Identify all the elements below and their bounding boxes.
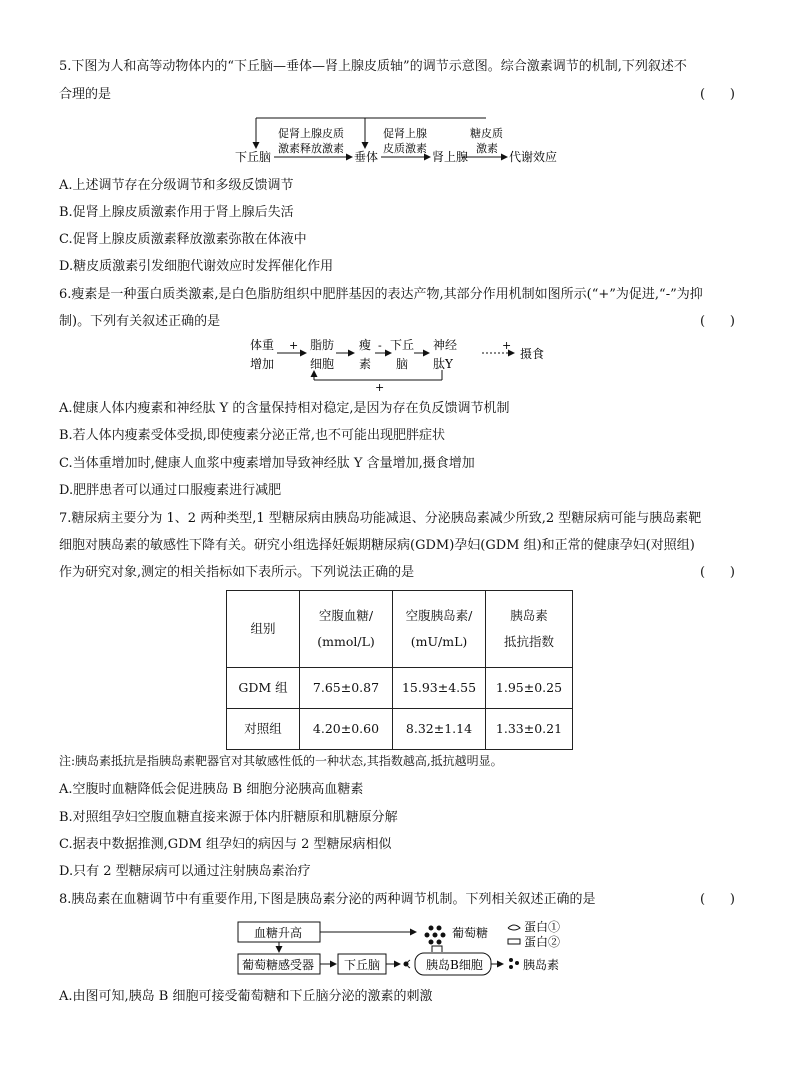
q8-beta-cell-label: 胰岛B细胞 — [426, 958, 483, 972]
q8-hypothalamus-label: 下丘脑 — [344, 958, 381, 972]
q5-hpa-axis-diagram — [0, 116, 794, 176]
q7-table-note: 注:胰岛素抵抗是指胰岛素靶器官对其敏感性低的一种状态,其指数越高,抵抗越明显。 — [59, 754, 503, 768]
q8-receptor-label: 葡萄糖感受器 — [242, 958, 315, 972]
q5-option-d: D.糖皮质激素引发细胞代谢效应时发挥催化作用 — [59, 259, 334, 274]
q6-option-d: D.肥胖患者可以通过口服瘦素进行减肥 — [59, 483, 282, 498]
q5-stem-line2: 合理的是 — [59, 87, 112, 102]
q8-answer-paren: ( ) — [700, 892, 735, 907]
q6-option-a: A.健康人体内瘦素和神经肽 Y 的含量保持相对稳定,是因为存在负反馈调节机制 — [59, 401, 510, 416]
header-resistance-line2: 抵抗指数 — [503, 634, 554, 649]
q8-protein2-label: 蛋白② — [524, 935, 561, 949]
header-fasting-insulin — [393, 591, 486, 668]
q6-hypo-label-2: 脑 — [396, 357, 409, 371]
q5-option-a: A.上述调节存在分级调节和多级反馈调节 — [59, 178, 294, 193]
q6-leptin-label-1: 瘦 — [359, 338, 372, 352]
header-fasting-insulin-line2: (mU/mL) — [410, 634, 468, 649]
q6-hypo-label-1: 下丘 — [390, 338, 415, 352]
q5-stem-line1: 5.下图为人和高等动物体内的“下丘脑—垂体—肾上腺皮质轴”的调节示意图。综合激素调节的机制,下列叙述不 — [59, 59, 687, 74]
q8-glucose-label: 葡萄糖 — [452, 926, 489, 940]
q6-answer-paren: ( ) — [700, 314, 735, 329]
q5-acth-label-2: 皮质激素 — [383, 142, 427, 155]
q5-hypothalamus-label: 下丘脑 — [235, 150, 272, 164]
q8-insulin-label: 胰岛素 — [523, 958, 560, 972]
row-resistance: 1.95±0.25 — [486, 668, 573, 709]
q7-option-c: C.据表中数据推测,GDM 组孕妇的病因与 2 型糖尿病相似 — [59, 837, 392, 852]
q6-leptin-mechanism-diagram — [0, 336, 794, 392]
header-resistance-line1: 胰岛素 — [510, 608, 548, 623]
row-insulin: 8.32±1.14 — [393, 709, 486, 750]
q5-pituitary-label: 垂体 — [354, 150, 379, 164]
q8-option-a: A.由图可知,胰岛 B 细胞可接受葡萄糖和下丘脑分泌的激素的刺激 — [59, 989, 433, 1004]
q7-stem-line1: 7.糖尿病主要分为 1、2 两种类型,1 型糖尿病由胰岛功能减退、分泌胰岛素减少所致,2 型糖尿病可能与胰岛素靶 — [59, 511, 702, 526]
table-header-row — [227, 591, 573, 668]
row-group: 对照组 — [227, 709, 300, 750]
q5-option-b: B.促肾上腺皮质激素作用于肾上腺后失活 — [59, 205, 294, 220]
row-resistance: 1.33±0.21 — [486, 709, 573, 750]
q6-stem-line2: 制)。下列有关叙述正确的是 — [59, 314, 221, 329]
q5-crh-label-2: 激素释放激素 — [278, 142, 344, 155]
q6-stem-line1: 6.瘦素是一种蛋白质类激素,是白色脂肪组织中肥胖基因的表达产物,其部分作用机制如图所示(“+”为促进,“-”为抑 — [59, 287, 703, 302]
q5-crh-label-1: 促肾上腺皮质 — [278, 127, 344, 140]
header-fasting-glucose-line2: (mmol/L) — [317, 634, 375, 649]
q5-answer-paren: ( ) — [700, 87, 735, 102]
row-insulin: 15.93±4.55 — [393, 668, 486, 709]
q7-option-b: B.对照组孕妇空腹血糖直接来源于体内肝糖原和肌糖原分解 — [59, 810, 398, 825]
q6-leptin-label-2: 素 — [359, 357, 372, 371]
q7-answer-paren: ( ) — [700, 565, 735, 580]
q6-option-c: C.当体重增加时,健康人血浆中瘦素增加导致神经肽 Y 含量增加,摄食增加 — [59, 456, 475, 471]
q7-stem-line2: 细胞对胰岛素的敏感性下降有关。研究小组选择妊娠期糖尿病(GDM)孕妇(GDM 组)和正常的健康孕妇(对照组) — [59, 538, 695, 553]
row-group: GDM 组 — [227, 668, 300, 709]
q5-effect-label: 代谢效应 — [509, 150, 558, 164]
q6-eating-label: 摄食 — [520, 347, 545, 361]
row-glucose: 7.65±0.87 — [300, 668, 393, 709]
header-resistance-index — [486, 591, 573, 668]
q8-high-glucose-label: 血糖升高 — [254, 926, 303, 940]
q6-weight-label-2: 增加 — [250, 357, 275, 371]
q8-insulin-regulation-diagram — [0, 918, 794, 980]
q7-option-a: A.空腹时血糖降低会促进胰岛 B 细胞分泌胰高血糖素 — [59, 782, 364, 797]
header-fasting-glucose — [300, 591, 393, 668]
q6-fat-label-2: 细胞 — [310, 357, 335, 371]
q7-stem-line3: 作为研究对象,测定的相关指标如下表所示。下列说法正确的是 — [59, 565, 415, 580]
q7-data-table — [226, 590, 573, 750]
q6-plus-1: + — [289, 339, 299, 352]
q8-stem: 8.胰岛素在血糖调节中有重要作用,下图是胰岛素分泌的两种调节机制。下列相关叙述正确的是 — [59, 892, 596, 907]
q6-option-b: B.若人体内瘦素受体受损,即使瘦素分泌正常,也不可能出现肥胖症状 — [59, 428, 445, 443]
q6-fat-label-1: 脂肪 — [310, 338, 335, 352]
row-glucose: 4.20±0.60 — [300, 709, 393, 750]
q7-option-d: D.只有 2 型糖尿病可以通过注射胰岛素治疗 — [59, 864, 311, 879]
header-fasting-glucose-line1: 空腹血糖/ — [318, 608, 374, 623]
q6-npy-label-1: 神经 — [433, 338, 458, 352]
q6-npy-label-2: 肽Y — [433, 357, 453, 371]
q5-option-c: C.促肾上腺皮质激素释放激素弥散在体液中 — [59, 232, 307, 247]
q6-plus-3: + — [375, 381, 385, 392]
header-group: 组别 — [227, 591, 300, 668]
q6-plus-2: + — [502, 339, 512, 352]
q8-protein1-label: 蛋白① — [524, 920, 561, 934]
q6-weight-label-1: 体重 — [250, 338, 275, 352]
q5-adrenal-label: 肾上腺 — [432, 150, 469, 164]
q5-gc-label-1: 糖皮质 — [470, 127, 503, 140]
header-fasting-insulin-line1: 空腹胰岛素/ — [405, 608, 473, 623]
q5-acth-label-1: 促肾上腺 — [383, 127, 427, 140]
q5-gc-label-2: 激素 — [476, 142, 498, 155]
table-row — [227, 668, 573, 709]
q6-minus: - — [378, 339, 382, 352]
table-row — [227, 709, 573, 750]
